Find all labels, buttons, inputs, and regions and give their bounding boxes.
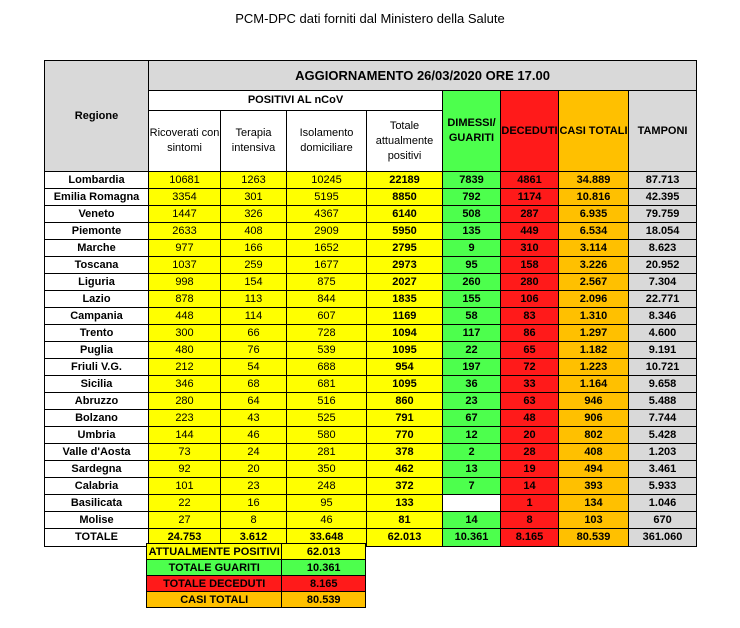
region-name: Abruzzo [45,393,149,410]
tamponi-cell: 10.721 [629,359,697,376]
deceduti-cell: 4861 [501,172,559,189]
dimessi-cell: 135 [443,223,501,240]
tamponi-cell: 18.054 [629,223,697,240]
header-terapia: Terapia intensiva [221,111,287,172]
deceduti-cell: 63 [501,393,559,410]
positivi-cell: 791 [367,410,443,427]
positivi-cell: 81 [367,512,443,529]
table-row [45,444,697,461]
positivi-cell: 1095 [367,376,443,393]
region-name: Sicilia [45,376,149,393]
total-isolamento: 33.648 [287,529,367,547]
dimessi-cell: 14 [443,512,501,529]
covid-data-table [44,60,697,547]
ricoverati-cell: 280 [149,393,221,410]
tamponi-cell: 42.395 [629,189,697,206]
region-name: Puglia [45,342,149,359]
terapia-cell: 20 [221,461,287,478]
table-row [45,325,697,342]
summary-row-deceduti [147,576,366,592]
ricoverati-cell: 27 [149,512,221,529]
summary-guariti-label: TOTALE GUARITI [147,560,282,576]
total-deceduti: 8.165 [501,529,559,547]
table-row [45,189,697,206]
region-name: Lombardia [45,172,149,189]
deceduti-cell: 449 [501,223,559,240]
tamponi-cell: 8.623 [629,240,697,257]
casi-cell: 34.889 [559,172,629,189]
isolamento-cell: 539 [287,342,367,359]
region-name: Marche [45,240,149,257]
terapia-cell: 1263 [221,172,287,189]
casi-cell: 1.182 [559,342,629,359]
table-body [45,172,697,529]
isolamento-cell: 10245 [287,172,367,189]
ricoverati-cell: 144 [149,427,221,444]
tamponi-cell: 3.461 [629,461,697,478]
casi-cell: 802 [559,427,629,444]
terapia-cell: 43 [221,410,287,427]
deceduti-cell: 19 [501,461,559,478]
deceduti-cell: 1174 [501,189,559,206]
table-row [45,206,697,223]
table-row [45,291,697,308]
table-row [45,427,697,444]
terapia-cell: 8 [221,512,287,529]
dimessi-cell: 36 [443,376,501,393]
deceduti-cell: 20 [501,427,559,444]
summary-positivi-label: ATTUALMENTE POSITIVI [147,544,282,560]
positivi-cell: 372 [367,478,443,495]
deceduti-cell: 310 [501,240,559,257]
header-casi-totali: CASI TOTALI [559,91,629,172]
isolamento-cell: 844 [287,291,367,308]
casi-cell: 1.164 [559,376,629,393]
ricoverati-cell: 346 [149,376,221,393]
positivi-cell: 1169 [367,308,443,325]
casi-cell: 3.114 [559,240,629,257]
ricoverati-cell: 1037 [149,257,221,274]
positivi-cell: 5950 [367,223,443,240]
deceduti-cell: 280 [501,274,559,291]
table-row [45,478,697,495]
table-row [45,257,697,274]
tamponi-cell: 670 [629,512,697,529]
dimessi-cell: 67 [443,410,501,427]
positivi-cell: 954 [367,359,443,376]
dimessi-cell: 508 [443,206,501,223]
positivi-cell: 378 [367,444,443,461]
dimessi-cell: 155 [443,291,501,308]
terapia-cell: 166 [221,240,287,257]
dimessi-cell: 7 [443,478,501,495]
casi-cell: 10.816 [559,189,629,206]
deceduti-cell: 14 [501,478,559,495]
isolamento-cell: 525 [287,410,367,427]
header-ricoverati: Ricoverati con sintomi [149,111,221,172]
ricoverati-cell: 101 [149,478,221,495]
dimessi-cell: 13 [443,461,501,478]
isolamento-cell: 688 [287,359,367,376]
region-name: Basilicata [45,495,149,512]
region-name: Valle d'Aosta [45,444,149,461]
tamponi-cell: 7.304 [629,274,697,291]
casi-cell: 408 [559,444,629,461]
dimessi-cell: 9 [443,240,501,257]
casi-cell: 3.226 [559,257,629,274]
casi-cell: 6.534 [559,223,629,240]
region-name: Bolzano [45,410,149,427]
dimessi-cell: 58 [443,308,501,325]
tamponi-cell: 9.658 [629,376,697,393]
terapia-cell: 64 [221,393,287,410]
casi-cell: 2.567 [559,274,629,291]
tamponi-cell: 5.428 [629,427,697,444]
casi-cell: 1.310 [559,308,629,325]
terapia-cell: 54 [221,359,287,376]
region-name: Trento [45,325,149,342]
total-casi: 80.539 [559,529,629,547]
positivi-cell: 860 [367,393,443,410]
summary-casi-value: 80.539 [282,592,366,608]
deceduti-cell: 33 [501,376,559,393]
casi-cell: 103 [559,512,629,529]
table-row [45,393,697,410]
summary-positivi-value: 62.013 [282,544,366,560]
casi-cell: 1.223 [559,359,629,376]
region-name: Lazio [45,291,149,308]
total-ricoverati: 24.753 [149,529,221,547]
ricoverati-cell: 212 [149,359,221,376]
casi-cell: 906 [559,410,629,427]
summary-deceduti-value: 8.165 [282,576,366,592]
region-name: Friuli V.G. [45,359,149,376]
ricoverati-cell: 998 [149,274,221,291]
deceduti-cell: 83 [501,308,559,325]
terapia-cell: 46 [221,427,287,444]
deceduti-cell: 86 [501,325,559,342]
total-dimessi: 10.361 [443,529,501,547]
dimessi-cell: 22 [443,342,501,359]
table-row [45,495,697,512]
header-isolamento: Isolamento domiciliare [287,111,367,172]
positivi-cell: 8850 [367,189,443,206]
tamponi-cell: 5.488 [629,393,697,410]
isolamento-cell: 516 [287,393,367,410]
terapia-cell: 68 [221,376,287,393]
dimessi-cell: 260 [443,274,501,291]
header-update: AGGIORNAMENTO 26/03/2020 ORE 17.00 [149,61,697,91]
positivi-cell: 6140 [367,206,443,223]
tamponi-cell: 7.744 [629,410,697,427]
summary-casi-label: CASI TOTALI [147,592,282,608]
casi-cell: 6.935 [559,206,629,223]
terapia-cell: 23 [221,478,287,495]
casi-cell: 2.096 [559,291,629,308]
ricoverati-cell: 300 [149,325,221,342]
isolamento-cell: 46 [287,512,367,529]
isolamento-cell: 607 [287,308,367,325]
header-tamponi: TAMPONI [629,91,697,172]
isolamento-cell: 248 [287,478,367,495]
positivi-cell: 2795 [367,240,443,257]
header-region: Regione [45,61,149,172]
isolamento-cell: 580 [287,427,367,444]
ricoverati-cell: 878 [149,291,221,308]
tamponi-cell: 9.191 [629,342,697,359]
region-name: Campania [45,308,149,325]
terapia-cell: 301 [221,189,287,206]
tamponi-cell: 20.952 [629,257,697,274]
table-row [45,410,697,427]
terapia-cell: 408 [221,223,287,240]
deceduti-cell: 48 [501,410,559,427]
summary-row-guariti [147,560,366,576]
table-row [45,240,697,257]
casi-cell: 1.297 [559,325,629,342]
table-row [45,376,697,393]
total-terapia: 3.612 [221,529,287,547]
terapia-cell: 24 [221,444,287,461]
dimessi-cell [443,495,501,512]
region-name: Toscana [45,257,149,274]
dimessi-cell: 197 [443,359,501,376]
table-row [45,461,697,478]
casi-cell: 494 [559,461,629,478]
tamponi-cell: 22.771 [629,291,697,308]
tamponi-cell: 1.203 [629,444,697,461]
ricoverati-cell: 977 [149,240,221,257]
region-name: Piemonte [45,223,149,240]
isolamento-cell: 350 [287,461,367,478]
table-row [45,274,697,291]
ricoverati-cell: 3354 [149,189,221,206]
dimessi-cell: 792 [443,189,501,206]
summary-row-casi [147,592,366,608]
positivi-cell: 133 [367,495,443,512]
deceduti-cell: 65 [501,342,559,359]
isolamento-cell: 5195 [287,189,367,206]
tamponi-cell: 87.713 [629,172,697,189]
ricoverati-cell: 448 [149,308,221,325]
positivi-cell: 1835 [367,291,443,308]
tamponi-cell: 1.046 [629,495,697,512]
ricoverati-cell: 22 [149,495,221,512]
totals-row [45,529,697,547]
deceduti-cell: 287 [501,206,559,223]
total-positivi: 62.013 [367,529,443,547]
terapia-cell: 66 [221,325,287,342]
dimessi-cell: 95 [443,257,501,274]
region-name: Umbria [45,427,149,444]
casi-cell: 946 [559,393,629,410]
summary-guariti-value: 10.361 [282,560,366,576]
deceduti-cell: 72 [501,359,559,376]
terapia-cell: 113 [221,291,287,308]
table-row [45,308,697,325]
dimessi-cell: 7839 [443,172,501,189]
terapia-cell: 76 [221,342,287,359]
page-title: PCM-DPC dati forniti dal Ministero della Salute [235,11,505,26]
casi-cell: 134 [559,495,629,512]
header-dimessi: DIMESSI/ GUARITI [443,91,501,172]
terapia-cell: 326 [221,206,287,223]
isolamento-cell: 95 [287,495,367,512]
dimessi-cell: 23 [443,393,501,410]
deceduti-cell: 106 [501,291,559,308]
dimessi-cell: 2 [443,444,501,461]
table-row [45,223,697,240]
summary-table [146,543,366,608]
region-name: Veneto [45,206,149,223]
positivi-cell: 1094 [367,325,443,342]
ricoverati-cell: 1447 [149,206,221,223]
deceduti-cell: 8 [501,512,559,529]
positivi-cell: 1095 [367,342,443,359]
ricoverati-cell: 10681 [149,172,221,189]
positivi-cell: 770 [367,427,443,444]
isolamento-cell: 875 [287,274,367,291]
tamponi-cell: 4.600 [629,325,697,342]
isolamento-cell: 681 [287,376,367,393]
table-row [45,172,697,189]
isolamento-cell: 1652 [287,240,367,257]
ricoverati-cell: 223 [149,410,221,427]
table-row [45,342,697,359]
isolamento-cell: 1677 [287,257,367,274]
region-name: Molise [45,512,149,529]
terapia-cell: 16 [221,495,287,512]
isolamento-cell: 728 [287,325,367,342]
ricoverati-cell: 480 [149,342,221,359]
deceduti-cell: 1 [501,495,559,512]
ricoverati-cell: 2633 [149,223,221,240]
header-positivi: POSITIVI AL nCoV [149,91,443,111]
terapia-cell: 259 [221,257,287,274]
tamponi-cell: 79.759 [629,206,697,223]
terapia-cell: 154 [221,274,287,291]
positivi-cell: 462 [367,461,443,478]
isolamento-cell: 2909 [287,223,367,240]
dimessi-cell: 117 [443,325,501,342]
terapia-cell: 114 [221,308,287,325]
deceduti-cell: 28 [501,444,559,461]
isolamento-cell: 4367 [287,206,367,223]
summary-row-positivi [147,544,366,560]
table-row [45,512,697,529]
header-totale-positivi: Totale attualmente positivi [367,111,443,172]
casi-cell: 393 [559,478,629,495]
region-name: Sardegna [45,461,149,478]
table-row [45,359,697,376]
positivi-cell: 2027 [367,274,443,291]
positivi-cell: 22189 [367,172,443,189]
summary-deceduti-label: TOTALE DECEDUTI [147,576,282,592]
total-label: TOTALE [45,529,149,547]
region-name: Calabria [45,478,149,495]
region-name: Emilia Romagna [45,189,149,206]
positivi-cell: 2973 [367,257,443,274]
ricoverati-cell: 73 [149,444,221,461]
tamponi-cell: 5.933 [629,478,697,495]
tamponi-cell: 8.346 [629,308,697,325]
dimessi-cell: 12 [443,427,501,444]
deceduti-cell: 158 [501,257,559,274]
header-deceduti: DECEDUTI [501,91,559,172]
region-name: Liguria [45,274,149,291]
isolamento-cell: 281 [287,444,367,461]
ricoverati-cell: 92 [149,461,221,478]
total-tamponi: 361.060 [629,529,697,547]
